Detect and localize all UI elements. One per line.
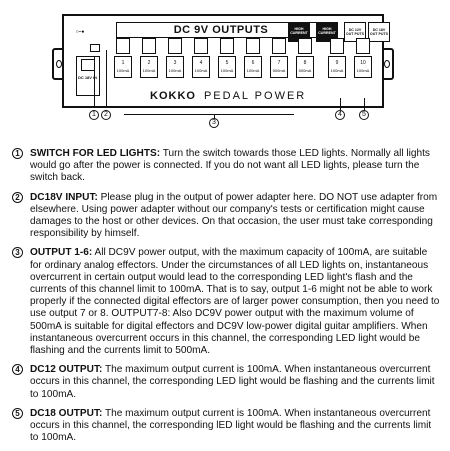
item-heading: OUTPUT 1-6: (30, 247, 93, 259)
leader-line (340, 98, 341, 110)
dc12-out-badge: DC 12V OUT PUTS (344, 22, 366, 42)
output-jack-8 (296, 38, 314, 94)
list-item (12, 408, 440, 445)
jack-number: 1 (121, 60, 125, 66)
item-heading: SWITCH FOR LED LIGHTS: (30, 148, 161, 159)
item-heading: DC12 OUTPUT: (30, 364, 103, 376)
jack-number: 7 (277, 60, 281, 66)
jack-number: 4 (199, 60, 203, 66)
item-number-badge: 5 (12, 408, 23, 419)
dc-input-jack (76, 56, 100, 96)
leader-line (94, 56, 95, 108)
item-text: All DC9V power output, with the maximum capacity of 100mA, are suitable for ordinary analog effectors. Under the circumstances of all LED lights on, instantaneous overcurrent in certain output would lead to the corresponding LED light's flash and the currents of this channel limit to 100mA. That is to say, output 1-6 might not be able to work properly if the connected digital effectors are of larger power consumption, then you need to use output 7 or 8. OUTPUT7-8: Also DC9V power output with the maximum volume of 500mA is suitable for digital effectors and DC9V low-power digital guitar amplifiers. When instantaneous overcurrent occurs in this channel, the corresponding LED light would be flashing and the currents limit to 500mA. (30, 247, 440, 357)
output-jack-4 (192, 38, 210, 94)
list-item (12, 192, 440, 241)
jack-icon (194, 38, 208, 54)
jack-current: 500mA (298, 68, 312, 73)
jack-icon (81, 59, 95, 71)
jack-current: 100mA (168, 68, 182, 73)
jack-current: 500mA (272, 68, 286, 73)
jack-icon (116, 38, 130, 54)
jack-number: 3 (173, 60, 177, 66)
item-heading: DC18V INPUT: (30, 191, 98, 203)
dc18-out-badge: DC 18V OUT PUTS (368, 22, 390, 42)
jack-number: 6 (251, 60, 255, 66)
item-text: The maximum output current is 100mA. When instantaneous overcurrent occurs in this channel, the corresponding LED light would be flashing and the currents limit to 100mA. (30, 364, 435, 400)
jack-number: 8 (303, 60, 307, 66)
output-jack-5 (218, 38, 236, 94)
jack-current: 100mA (356, 68, 370, 73)
list-item (12, 247, 440, 357)
brand-logo (150, 90, 306, 102)
jack-icon (356, 38, 370, 54)
callout-5: 5 (359, 110, 369, 120)
led-switch-icon: ○–● (75, 29, 85, 35)
led-switch (90, 44, 100, 52)
leader-line (364, 98, 365, 110)
output-jack-10 (354, 38, 372, 94)
jack-number: 2 (147, 60, 151, 66)
brand-subtitle: PEDAL POWER (203, 90, 307, 102)
outputs-title: DC 9V OUTPUTS (116, 22, 326, 38)
callout-2: 2 (101, 110, 111, 120)
high-current-badge: HIGH CURRENT (316, 22, 338, 42)
output-jack-3 (166, 38, 184, 94)
dc-input-label: DC 18V IN (77, 75, 98, 80)
jack-number: 5 (225, 60, 229, 66)
callout-1: 1 (89, 110, 99, 120)
jack-current: 100mA (116, 68, 130, 73)
output-jack-9 (328, 38, 346, 94)
brand-name: KOKKO (150, 90, 196, 102)
leader-line (106, 50, 107, 108)
device-panel (62, 14, 389, 108)
item-text: The maximum output current is 100mA. When instantaneous overcurrent occurs in this channel, the corresponding lED light would be flashing and the currents limit to 100mA. (30, 407, 432, 444)
jack-icon (272, 38, 286, 54)
item-text: Please plug in the output of power adapter here. DO NOT use adapter from elsewhere. Using power adapter without our company's tests or certification might cause damages to the host or other devices. On that occasion, the user must take corresponding responsibility by himself. (30, 191, 438, 240)
instructions-list (12, 148, 440, 451)
output-jack-2 (140, 38, 158, 94)
bracket-line (124, 114, 294, 115)
jack-number: 10 (360, 60, 366, 66)
item-number-badge: 2 (12, 192, 23, 203)
output-jack-6 (244, 38, 262, 94)
jack-current: 100mA (220, 68, 234, 73)
jack-current: 100mA (330, 68, 344, 73)
jack-current: 100mA (246, 68, 260, 73)
jack-number: 9 (335, 60, 339, 66)
screw-hole (384, 60, 390, 68)
pedal-power-diagram (52, 14, 402, 126)
list-item (12, 364, 440, 401)
item-number-badge: 3 (12, 247, 23, 258)
output-jack-1 (114, 38, 132, 94)
list-item (12, 148, 440, 185)
jack-icon (168, 38, 182, 54)
output-jack-7 (270, 38, 288, 94)
jack-icon (142, 38, 156, 54)
callout-3: 3 (209, 118, 219, 128)
jack-icon (298, 38, 312, 54)
item-text: Turn the switch towards those LED lights. Normally all lights would go after the power is connected. If you do not want all LED lights, please turn the switch back. (30, 148, 430, 184)
jack-current: 100mA (142, 68, 156, 73)
item-number-badge: 4 (12, 364, 23, 375)
jack-current: 100mA (194, 68, 208, 73)
jack-icon (220, 38, 234, 54)
item-heading: DC18 OUTPUT: (30, 407, 103, 419)
callout-4: 4 (335, 110, 345, 120)
high-current-badge: HIGH CURRENT (288, 22, 310, 42)
jack-icon (246, 38, 260, 54)
item-number-badge: 1 (12, 148, 23, 159)
jack-icon (330, 38, 344, 54)
